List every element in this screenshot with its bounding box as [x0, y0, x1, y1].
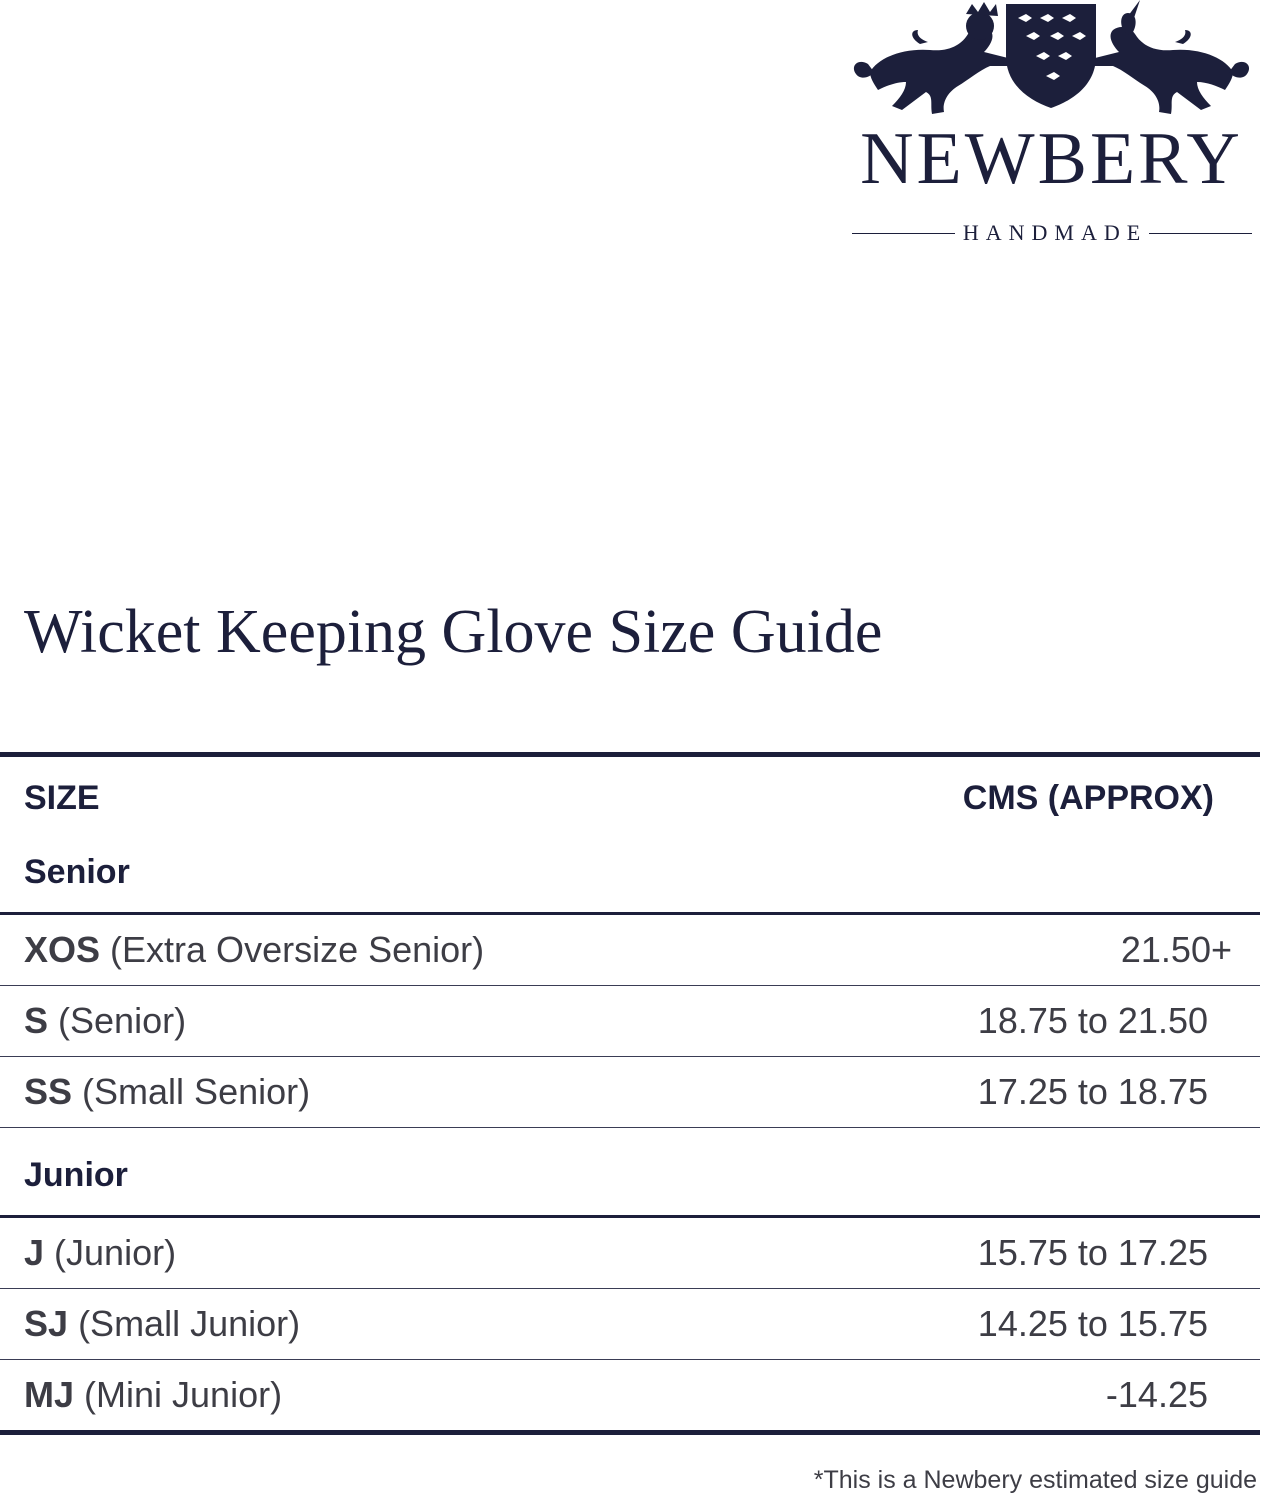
cms-cell: -14.25 — [1105, 1374, 1208, 1415]
size-cell — [24, 1000, 186, 1042]
cms-cell: 14.25 to 15.75 — [977, 1303, 1208, 1344]
size-desc: (Extra Oversize Senior) — [110, 929, 485, 970]
group-label: Junior — [24, 1156, 128, 1194]
page-title: Wicket Keeping Glove Size Guide — [24, 598, 883, 666]
group-label: Senior — [24, 853, 130, 891]
group-label-senior — [0, 839, 1260, 915]
table-row — [0, 1057, 1260, 1128]
brand-logo — [840, 0, 1263, 260]
size-code: J — [24, 1232, 45, 1273]
table-row — [0, 1289, 1260, 1360]
header-size: SIZE — [24, 779, 100, 817]
group-spacer — [0, 1128, 1260, 1142]
size-desc: (Small Senior) — [82, 1071, 311, 1112]
size-desc: (Small Junior) — [78, 1303, 301, 1344]
size-cell — [24, 1071, 310, 1113]
table-bottom-rule — [0, 1430, 1260, 1435]
table-row — [0, 1218, 1260, 1289]
cms-cell: 15.75 to 17.25 — [977, 1232, 1208, 1273]
size-cell — [24, 1303, 300, 1345]
header-cms: CMS (APPROX) — [962, 779, 1214, 817]
size-cell — [24, 1232, 176, 1274]
table-row — [0, 986, 1260, 1057]
cms-cell: 17.25 to 18.75 — [977, 1071, 1208, 1112]
size-desc: (Junior) — [54, 1232, 177, 1273]
brand-tagline-row — [852, 218, 1252, 248]
divider — [852, 233, 955, 234]
table-row — [0, 915, 1260, 986]
size-code: XOS — [24, 929, 101, 970]
cms-cell: 21.50+ — [1120, 929, 1232, 970]
size-table — [0, 752, 1260, 1435]
coat-of-arms-icon — [840, 0, 1263, 125]
cms-cell: 18.75 to 21.50 — [977, 1000, 1208, 1041]
group-label-junior — [0, 1142, 1260, 1218]
size-code: SJ — [24, 1303, 69, 1344]
size-desc: (Senior) — [58, 1000, 187, 1041]
table-row — [0, 1360, 1260, 1430]
size-code: SS — [24, 1071, 73, 1112]
divider — [1149, 233, 1252, 234]
size-cell — [24, 929, 484, 971]
size-desc: (Mini Junior) — [84, 1374, 283, 1415]
size-code: S — [24, 1000, 49, 1041]
size-cell — [24, 1374, 282, 1416]
footnote: *This is a Newbery estimated size guide — [813, 1466, 1257, 1494]
table-header — [0, 757, 1260, 839]
size-code: MJ — [24, 1374, 75, 1415]
brand-name: NEWBERY — [860, 118, 1243, 200]
brand-tagline: HANDMADE — [962, 220, 1148, 245]
